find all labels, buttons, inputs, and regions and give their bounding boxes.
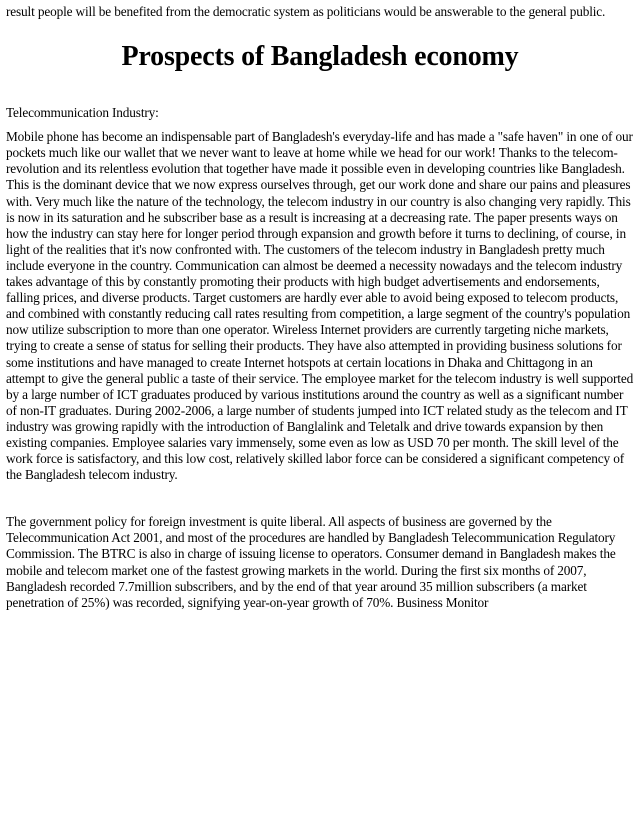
body-paragraph-1: Mobile phone has become an indispensable part of Bangladesh's everyday-life and has made a "safe haven" in one of our pockets much like our wallet that we never want to leave at home while we head for our work! Thanks to the telecom-revolution and its relentless evolution that together have made it possible even in developing countries like Bangladesh. This is the dominant device that we now express ourselves through, get our work done and share our pains and pleasures with. Very much like the nature of the technology, the telecom industry in our country is also changing very rapidly. This is now in its saturation and he subscriber base as a result is increasing at a decreasing rate. The paper presents ways on how the industry can stay here for longer period through expansion and growth before it turns to declining, of course, in light of the realities that it's now confronted with. The customers of the telecom industry in Bangladesh pretty much include everyone in the country. Communication can almost be deemed a necessity nowadays and the telecom industry takes advantage of this by constantly promoting their products with high budget advertisements and endorsements, falling prices, and diverse products. Target customers are hardly ever able to avoid being exposed to telecom products, and combined with constantly reducing call rates resulting from competition, a large segment of the country's population now utilize subscription to more than one operator. Wireless Internet providers are currently targeting niche markets, trying to create a sense of status for selling their products. They have also attempted in providing business solutions for some institutions and have managed to create Internet hotspots at certain locations in Dhaka and Chittagong in an attempt to give the general public a taste of their service. The employee market for the telecom industry is well supported by a large number of ICT graduates produced by various institutions around the country as well as a significant number of non-IT graduates. During 2002-2006, a large number of students jumped into ICT related study as the telecom and IT industry was growing rapidly with the introduction of Banglalink and Teletalk and drive towards expansion by then existing companies. Employee salaries vary immensely, some even as low as USD 70 per month. The skill level of the work force is satisfactory, and this low cost, relatively skilled labor force can be considered a significant competency of the Bangladesh telecom industry. (6, 129, 634, 483)
page-title: Prospects of Bangladesh economy (121, 41, 519, 73)
intro-paragraph: result people will be benefited from the democratic system as politicians would be answerable to the general public. (6, 4, 606, 19)
body-paragraph-2: The government policy for foreign investment is quite liberal. All aspects of business are governed by the Telecommunication Act 2001, and most of the procedures are handled by Bangladesh Telecommunication Regulatory Commission. The BTRC is also in charge of issuing license to operators. Consumer demand in Bangladesh makes the mobile and telecom market one of the fastest growing markets in the world. During the first six months of 2007, Bangladesh recorded 7.7million subscribers, and by the end of that year around 35 million subscribers (a market penetration of 25%) was recorded, signifying year-on-year growth of 70%. Business Monitor (6, 514, 616, 610)
document-page (6, 4, 634, 611)
section-label: Telecommunication Industry: (6, 105, 159, 121)
